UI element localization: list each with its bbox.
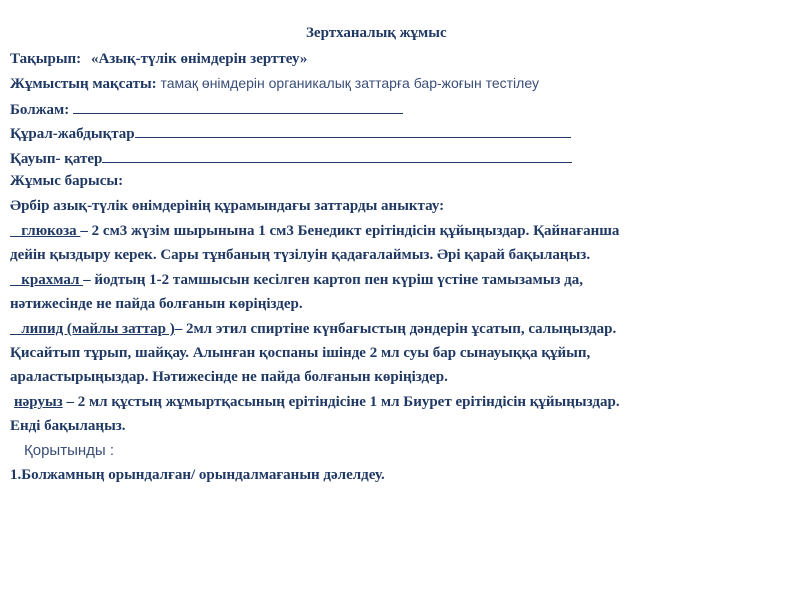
procedure-intro: Әрбір азық-түлік өнімдерінің құрамындағы заттарды аныктау: [10,198,445,214]
safety-blank[interactable] [102,148,572,163]
protein-term: нәруыз [14,394,63,410]
lipid-text-3: араластырыңыздар. Нәтижесінде не пайда болғанын көріңіздер. [10,369,448,385]
safety-label: Қауып- қатер [10,151,103,167]
equipment-blank[interactable] [135,123,571,138]
glucose-line-1 [10,222,619,240]
glucose-text-1: – 2 см3 жүзім шырынына 1 см3 Бенедикт ерітіндісін құйыңыздар. Қайнағанша [80,223,620,239]
topic-value: «Азық-түлік өнімдерін зерттеу» [90,51,308,67]
lipid-text-2: Қисайтып тұрып, шайқау. Алынған қоспаны ішінде 2 мл суы бар сынауыққа құйып, [10,345,591,361]
equipment-label: Құрал-жабдықтар [10,126,135,142]
aim-line [10,74,539,93]
hypothesis-blank[interactable] [73,99,403,114]
protein-text-1: – 2 мл құстың жұмыртқасының ерітіндісіне 1 мл Биурет ерітіндісін құйыңыздар. [62,394,620,410]
topic-line [10,50,307,68]
equipment-line [10,123,571,143]
hypothesis-line [10,99,403,119]
procedure-label: Жұмыс барысы: [10,173,124,189]
safety-line [10,148,572,168]
starch-text-2: нәтижесінде не пайда болғанын көріңіздер. [10,296,303,312]
protein-text-2: Енді бақылаңыз. [10,418,126,434]
starch-term: крахмал [10,272,84,288]
glucose-text-2: дейін қыздыру керек. Сары тұнбаның түзілуін қадағалаймыз. Әрі қарай бақылаңыз. [10,247,591,263]
glucose-term: глюкоза [10,223,81,239]
lipid-text-1: – 2мл этил спиртіне күнбағыстың дәндерін ұсатып, салыңыздар. [174,321,617,337]
topic-label: Тақырып: [10,51,82,67]
aim-label: Жұмыстың мақсаты: [10,76,157,92]
page-title: Зертханалық жұмыс [306,25,447,41]
starch-line-1 [10,271,583,289]
conclusion-item-1: 1.Болжамның орындалған/ орындалмағанын дәлелдеу. [10,467,385,483]
hypothesis-label: Болжам: [10,102,70,118]
lipid-term: липид (майлы заттар ) [10,321,175,337]
conclusion-label: Қорытынды : [24,442,115,459]
protein-line-1 [14,393,620,411]
lipid-line-1 [10,320,616,338]
aim-value: тамақ өнімдерін органикалық заттарға бар-жоғын тестілеу [160,75,539,91]
starch-text-1: – йодтың 1-2 тамшысын кесілген картоп пен күріш үстіне тамызамыз да, [83,272,584,288]
